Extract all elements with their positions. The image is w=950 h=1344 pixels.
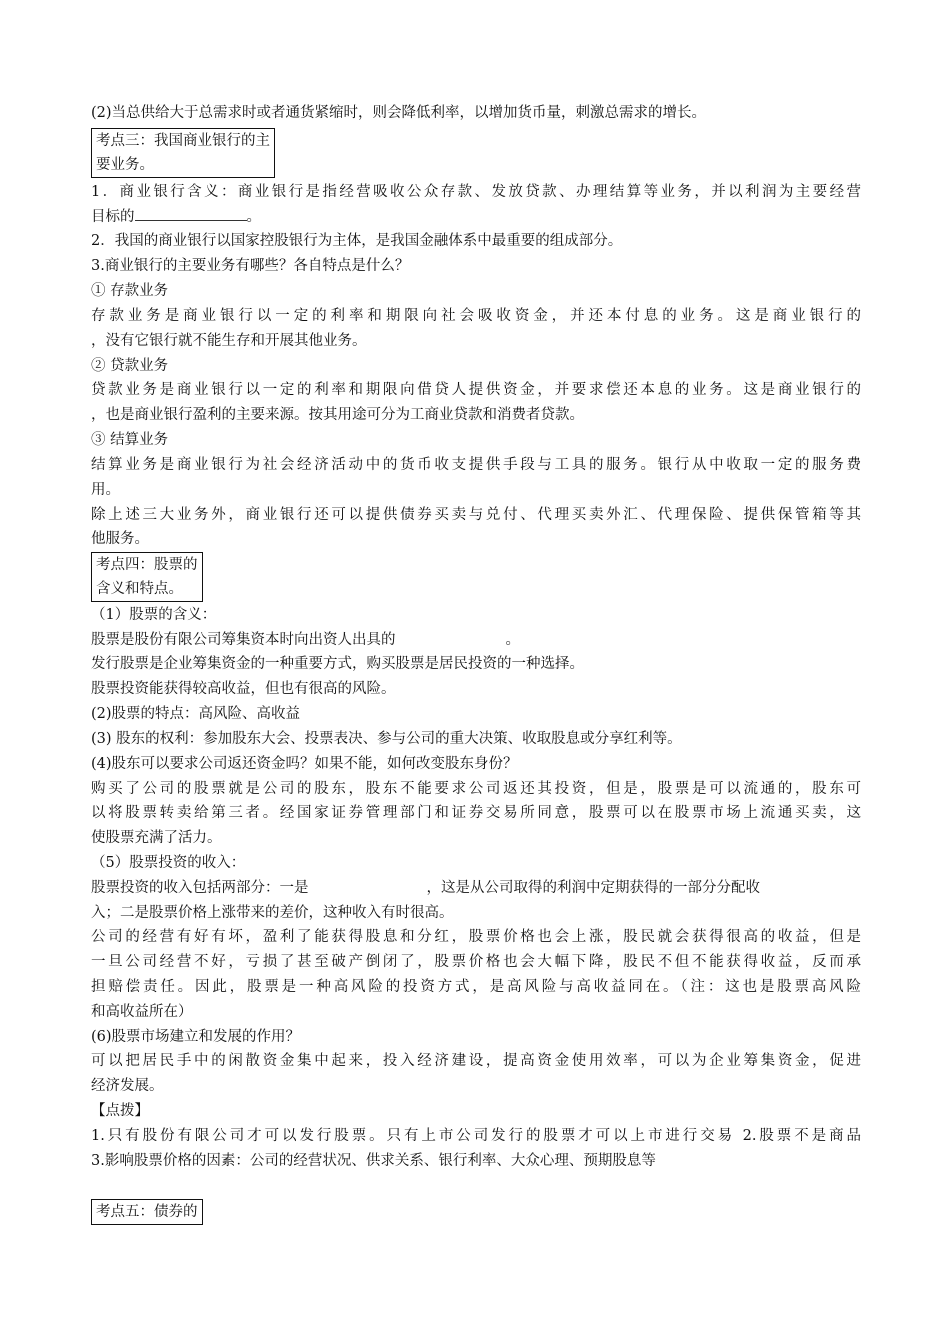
section-box-topic-4 [91, 552, 203, 602]
paragraph-line: 担赔偿责任。因此，股票是一种高风险的投资方式，是高风险与高收益同在。（注：这也是股票高风险 [91, 979, 861, 995]
section-heading-line: 含义和特点。 [96, 581, 183, 597]
paragraph-line: 用。 [91, 482, 120, 498]
paragraph-line: 经济发展。 [91, 1078, 164, 1094]
paragraph-line: 入；二是股票价格上涨带来的差价，这种收入有时很高。 [91, 905, 454, 921]
paragraph-line: 以将股票转卖给第三者。经国家证券管理部门和证券交易所同意，股票可以在股票市场上流通买卖，这 [91, 805, 861, 821]
section-heading-line: 考点四：股票的 [96, 557, 198, 573]
paragraph-line: (6)股票市场建立和发展的作用？ [91, 1029, 301, 1045]
paragraph-line: 购买了公司的股票就是公司的股东，股东不能要求公司返还其投资，但是，股票是可以流通的，股东可 [91, 781, 861, 797]
paragraph-line: 他服务。 [91, 531, 149, 547]
paragraph-line: （1）股票的含义： [91, 607, 217, 623]
paragraph-line: 除上述三大业务外，商业银行还可以提供债券买卖与兑付、代理买卖外汇、代理保险、提供保管箱等其 [91, 507, 861, 523]
list-item-heading: ③ 结算业务 [91, 432, 169, 448]
paragraph-line: ，也是商业银行盈利的主要来源。按其用途可分为工商业贷款和消费者贷款。 [91, 407, 584, 423]
section-box-topic-5 [91, 1199, 203, 1225]
paragraph-line: 存款业务是商业银行以一定的利率和期限向社会吸收资金，并还本付息的业务。这是商业银行的 [91, 308, 861, 324]
section-heading-line: 考点五：债券的 [96, 1204, 198, 1220]
paragraph-line: （5）股票投资的收入： [91, 855, 246, 871]
paragraph-line: 股票是股份有限公司筹集资本时向出资人出具的 。 [91, 632, 520, 648]
paragraph-line: 1．商业银行含义：商业银行是指经营吸收公众存款、发放贷款、办理结算等业务，并以利润为主要经营 [91, 184, 861, 200]
paragraph-line: 股票投资能获得较高收益，但也有很高的风险。 [91, 681, 396, 697]
paragraph-line: 结算业务是商业银行为社会经济活动中的货币收支提供手段与工具的服务。银行从中收取一定的服务费 [91, 457, 861, 473]
paragraph-line: 股票投资的收入包括两部分：一是 ，这是从公司取得的利润中定期获得的一部分分配收 [91, 880, 760, 896]
paragraph-line: (2)当总供给大于总需求时或者通货紧缩时，则会降低利率，以增加货币量，刺激总需求的增长。 [91, 105, 707, 121]
section-box-topic-3 [91, 128, 275, 178]
paragraph-line: 和高收益所在） [91, 1004, 193, 1020]
paragraph-line: (3) 股东的权利：参加股东大会、投票表决、参与公司的重大决策、收取股息或分享红利等。 [91, 731, 682, 747]
paragraph-line: 3.商业银行的主要业务有哪些？各自特点是什么？ [91, 258, 410, 274]
list-item-heading: ② 贷款业务 [91, 358, 169, 374]
paragraph-line: 公司的经营有好有坏，盈利了能获得股息和分红，股票价格也会上涨，股民就会获得很高的收益，但是 [91, 929, 861, 945]
paragraph-line: 2．我国的商业银行以国家控股银行为主体，是我国金融体系中最重要的组成部分。 [91, 233, 623, 249]
paragraph-line: 贷款业务是商业银行以一定的利率和期限向借贷人提供资金，并要求偿还本息的业务。这是商业银行的 [91, 382, 861, 398]
list-item-heading: ① 存款业务 [91, 283, 169, 299]
paragraph-line: ，没有它银行就不能生存和开展其他业务。 [91, 333, 367, 349]
paragraph-line: (4)股东可以要求公司返还资金吗？如果不能，如何改变股东身份？ [91, 756, 518, 772]
fill-in-blank [135, 204, 247, 221]
section-heading-line: 考点三：我国商业银行的主 [96, 133, 270, 149]
paragraph-line: (2)股票的特点：高风险、高收益 [91, 706, 301, 722]
paragraph-line: 目标的 。 [91, 204, 261, 230]
section-heading-line: 要业务。 [96, 157, 154, 173]
paragraph-line: 可以把居民手中的闲散资金集中起来，投入经济建设，提高资金使用效率，可以为企业筹集资金，促进 [91, 1053, 861, 1069]
paragraph-line: 3.影响股票价格的因素：公司的经营状况、供求关系、银行利率、大众心理、预期股息等 [91, 1153, 656, 1169]
paragraph-line: 1.只有股份有限公司才可以发行股票。只有上市公司发行的股票才可以上市进行交易 2.股票不是商品 [91, 1128, 861, 1144]
paragraph-line: 发行股票是企业筹集资金的一种重要方式，购买股票是居民投资的一种选择。 [91, 656, 584, 672]
callout-heading: 【点拨】 [91, 1103, 149, 1119]
paragraph-line: 一旦公司经营不好，亏损了甚至破产倒闭了，股票价格也会大幅下降，股民不但不能获得收益，反而承 [91, 954, 861, 970]
paragraph-line: 使股票充满了活力。 [91, 830, 222, 846]
